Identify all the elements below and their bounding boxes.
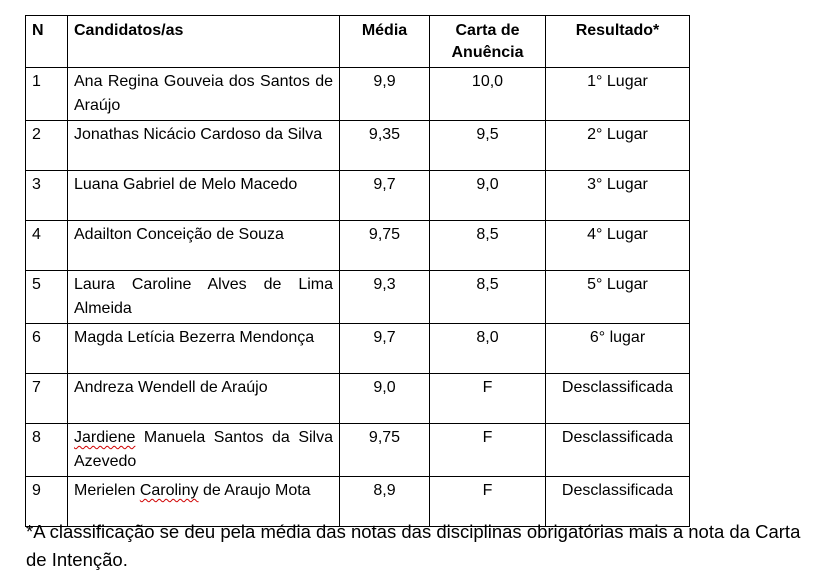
row-number: 5 [26,271,68,324]
candidate-name-part: Manuela Santos da Silva Azevedo [74,429,333,470]
table-row [26,271,690,324]
candidate-name-part: de Araujo Mota [198,482,311,499]
candidate-name-part: Adailton Conceição de Souza [74,226,284,243]
row-number: 6 [26,324,68,374]
candidate-name-part: Magda Letícia Bezerra Mendonça [74,329,315,346]
row-number: 3 [26,171,68,221]
result-value: 1° Lugar [546,68,690,121]
candidate-name-part: Caroliny [139,482,199,499]
media-value: 9,9 [340,68,430,121]
results-table [25,15,690,527]
candidate-name [68,121,340,171]
result-value: Desclassificada [546,424,690,477]
carta-value: 9,0 [430,171,546,221]
footnote: *A classificação se deu pela média das notas das disciplinas obrigatórias mais a nota da Carta de Intenção. [26,521,801,570]
candidate-name [68,221,340,271]
result-value: Desclassificada [546,374,690,424]
row-number: 7 [26,374,68,424]
row-number: 2 [26,121,68,171]
table-row [26,374,690,424]
result-value: 5° Lugar [546,271,690,324]
media-value: 8,9 [340,477,430,527]
header-n: N [26,16,68,68]
carta-value: F [430,424,546,477]
candidate-name-part: Jonathas Nicácio Cardoso da Silva [74,126,323,143]
candidate-name-part: Merielen [74,482,140,499]
carta-value: 8,5 [430,271,546,324]
result-value: 2° Lugar [546,121,690,171]
media-value: 9,7 [340,171,430,221]
candidate-name-part: Laura Caroline Alves de Lima Almeida [74,276,333,317]
candidate-name [68,68,340,121]
row-number: 9 [26,477,68,527]
media-value: 9,3 [340,271,430,324]
table-row [26,121,690,171]
candidate-name-part: Luana Gabriel de Melo Macedo [74,176,298,193]
result-value: 3° Lugar [546,171,690,221]
candidate-name [68,374,340,424]
media-value: 9,7 [340,324,430,374]
carta-value: F [430,374,546,424]
candidate-name [68,171,340,221]
carta-value: 9,5 [430,121,546,171]
media-value: 9,35 [340,121,430,171]
table-row [26,221,690,271]
result-value: 6° lugar [546,324,690,374]
header-result: Resultado* [546,16,690,68]
table-row [26,324,690,374]
header-candidate: Candidatos/as [68,16,340,68]
table-row [26,424,690,477]
candidate-name [68,424,340,477]
table-row [26,68,690,121]
result-value: Desclassificada [546,477,690,527]
media-value: 9,75 [340,424,430,477]
carta-value: 8,0 [430,324,546,374]
carta-value: F [430,477,546,527]
header-media: Média [340,16,430,68]
table-body [26,68,690,527]
candidate-name [68,271,340,324]
media-value: 9,75 [340,221,430,271]
candidate-name-part: Andreza Wendell de Araújo [74,379,268,396]
media-value: 9,0 [340,374,430,424]
candidate-name-part: Ana Regina Gouveia dos Santos de Araújo [74,73,333,114]
result-value: 4° Lugar [546,221,690,271]
row-number: 4 [26,221,68,271]
row-number: 8 [26,424,68,477]
carta-value: 8,5 [430,221,546,271]
row-number: 1 [26,68,68,121]
table-row [26,171,690,221]
candidate-name-part: Jardiene [74,429,136,446]
header-row [26,16,690,68]
carta-value: 10,0 [430,68,546,121]
header-carta: Carta de Anuência [430,16,546,68]
candidate-name [68,324,340,374]
